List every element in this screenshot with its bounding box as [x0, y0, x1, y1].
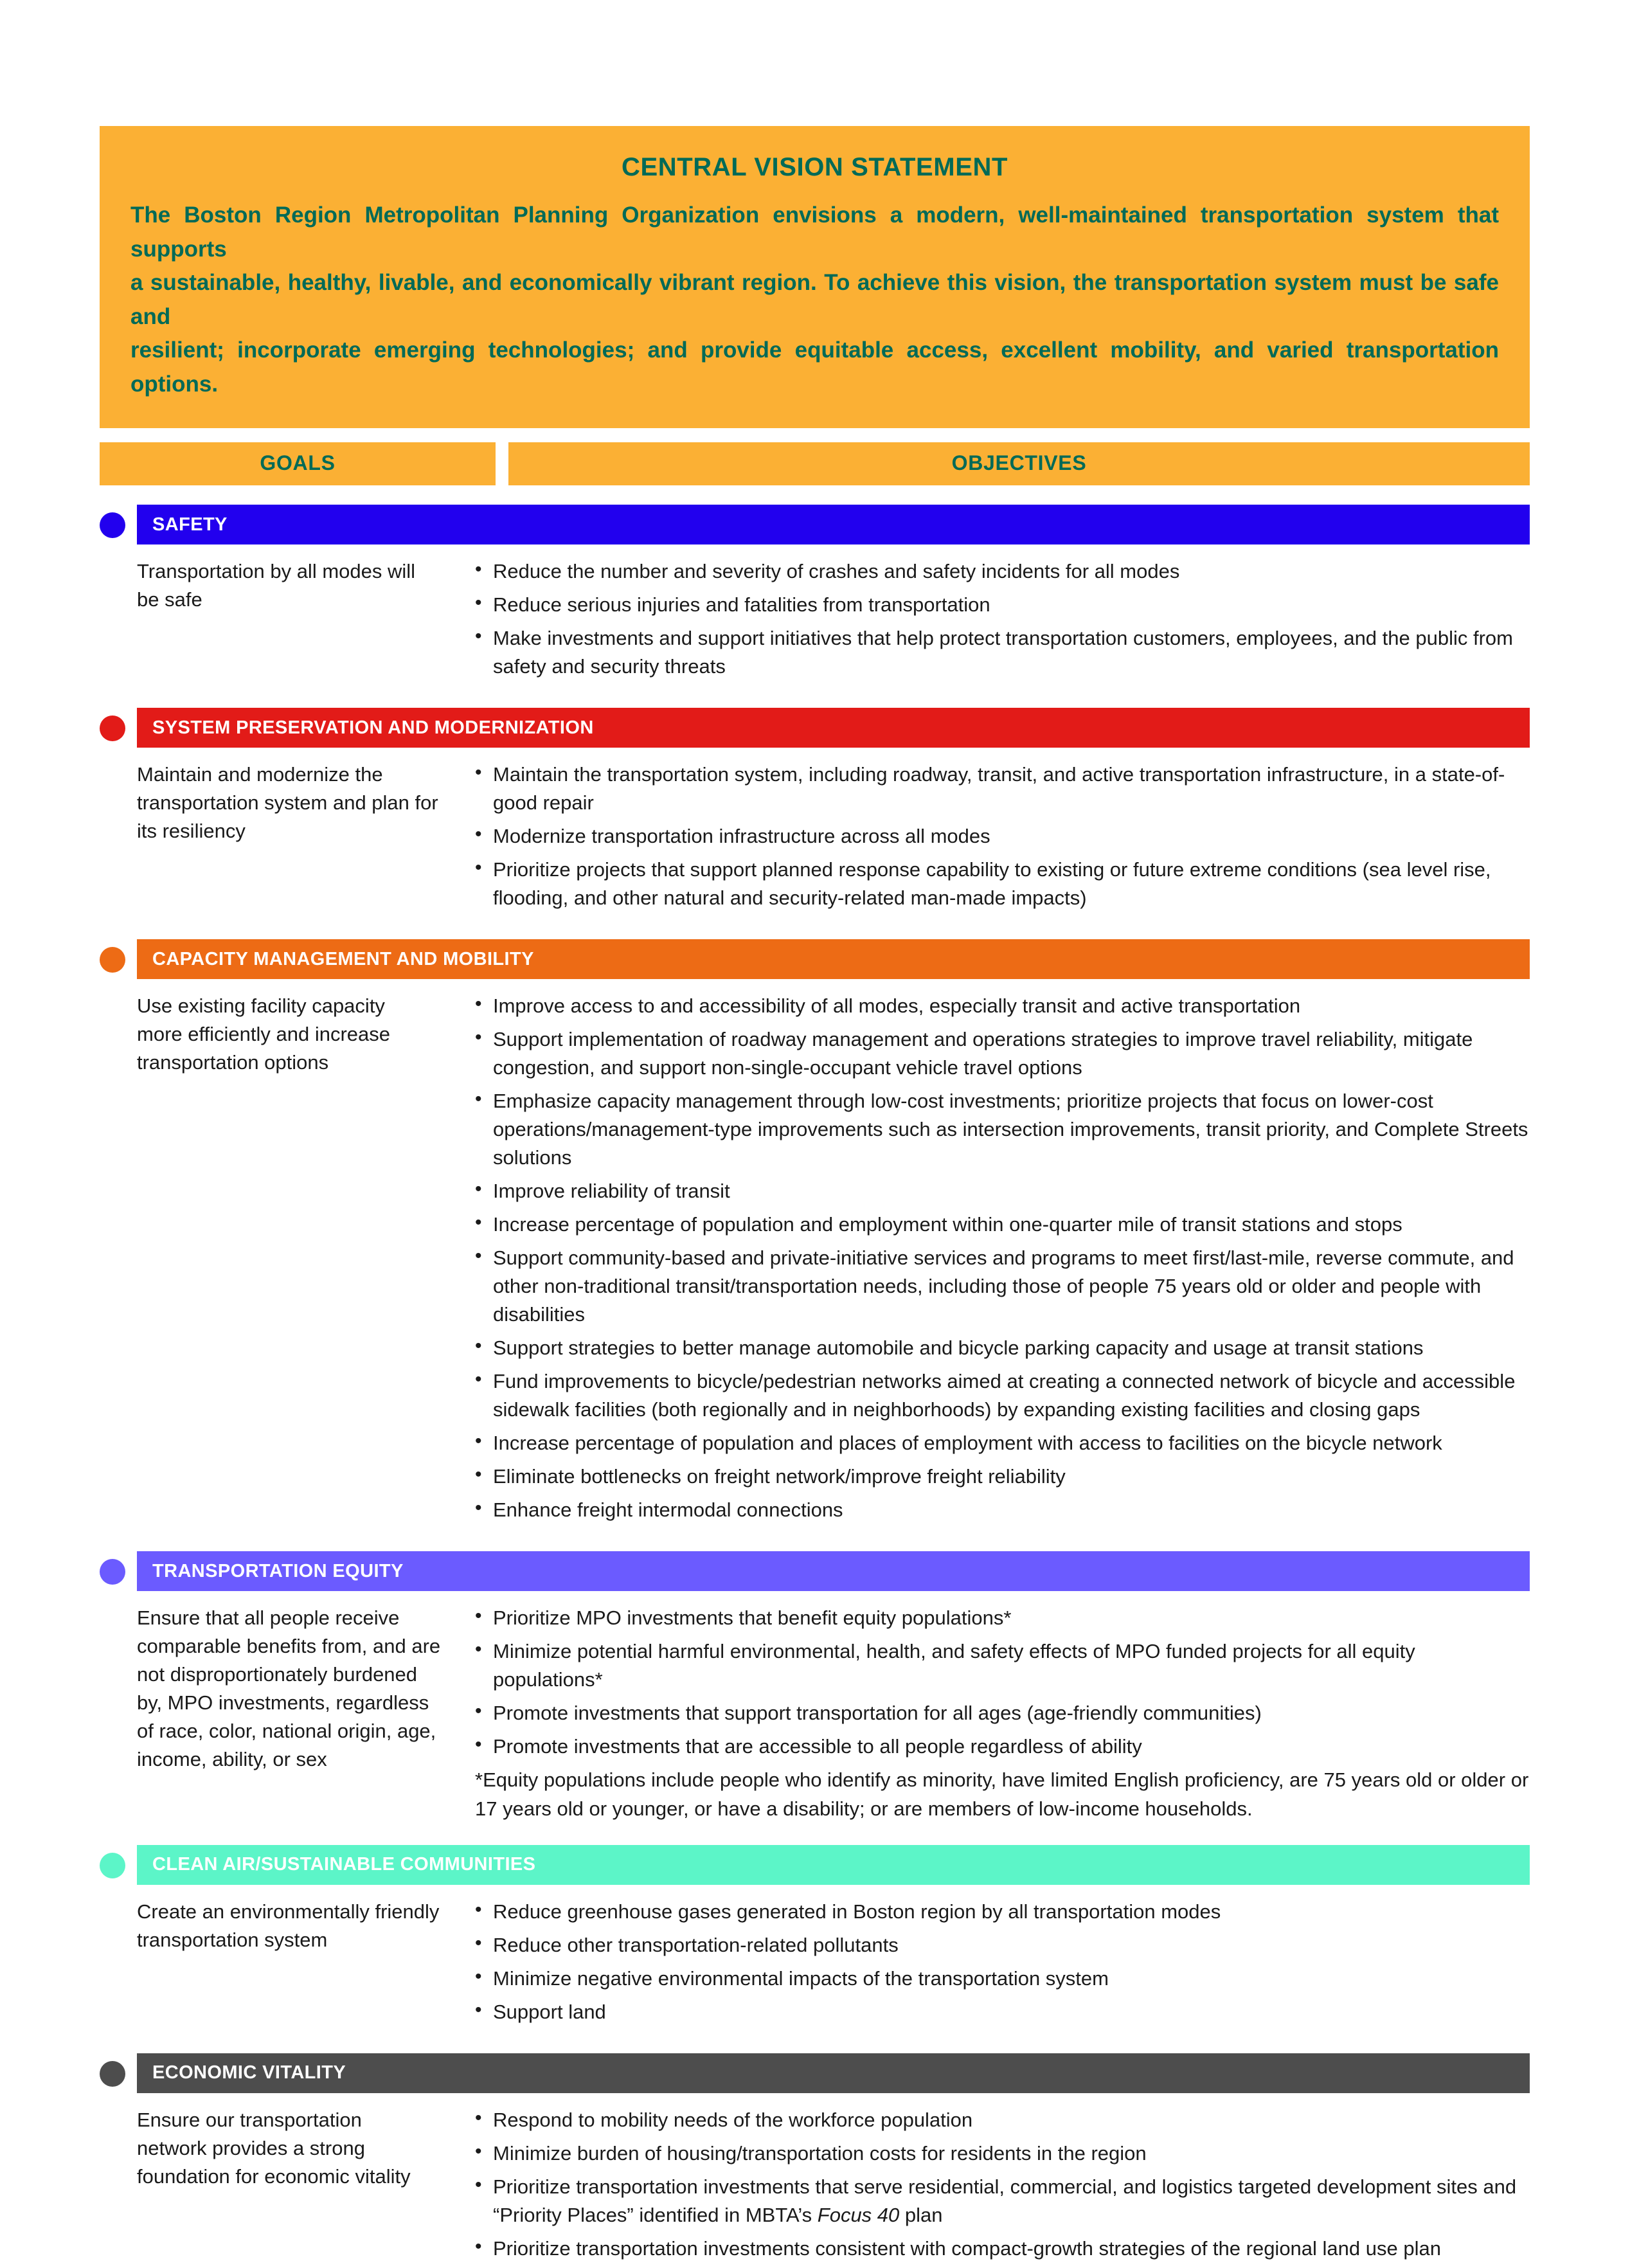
objectives-list-transportation-equity	[472, 1604, 1530, 1823]
objective-item: • Support implementation of roadway management and operations strategies to improve travel reliability, mitigate congestion, and support non-single-occupant vehicle travel options	[472, 1025, 1530, 1082]
goal-description-line: not disproportionately burdened	[137, 1663, 418, 1686]
goal-title-label: CAPACITY MANAGEMENT AND MOBILITY	[152, 948, 534, 969]
goal-description-line: Transportation by all modes will	[137, 560, 416, 582]
column-header-row	[100, 442, 1530, 485]
objectives-list	[472, 1604, 1530, 1761]
goal-header-clean-air	[100, 1845, 1530, 1885]
objective-item: • Prioritize projects that support planned response capability to existing or future extreme conditions (sea level rise, flooding, and other natural and security-related man-made impacts)	[472, 856, 1530, 912]
objectives-list	[472, 557, 1530, 681]
goal-bullet-dot-icon	[100, 716, 125, 741]
goal-title-label: SYSTEM PRESERVATION AND MODERNIZATION	[152, 717, 594, 738]
goal-title-label: CLEAN AIR/SUSTAINABLE COMMUNITIES	[152, 1854, 536, 1875]
objective-item: • Reduce other transportation-related pollutants	[472, 1931, 1530, 1959]
goal-title-label: TRANSPORTATION EQUITY	[152, 1560, 404, 1581]
goal-description-line: Create an environmentally friendly	[137, 1900, 440, 1923]
goal-header-capacity-management	[100, 939, 1530, 979]
objective-item: • Increase percentage of population and employment within one-quarter mile of transit stations and stops	[472, 1210, 1530, 1239]
goal-description-line: of race, color, national origin, age,	[137, 1720, 436, 1743]
goal-body-capacity-management	[100, 992, 1530, 1529]
objective-item: • Support community-based and private-initiative services and programs to meet first/last-mile, reverse commute, and other non-traditional transit/transportation needs, including those of people 75 years old or older and people with disabilities	[472, 1244, 1530, 1329]
goal-header-transportation-equity	[100, 1551, 1530, 1591]
objectives-list	[472, 992, 1530, 1524]
objective-item: • Support land	[472, 1998, 1530, 2026]
goal-description-line: Maintain and modernize the	[137, 763, 383, 786]
objective-item: • Support strategies to better manage automobile and bicycle parking capacity and usage at transit stations	[472, 1334, 1530, 1362]
goal-section-transportation-equity	[100, 1551, 1530, 1823]
goal-body-economic-vitality	[100, 2106, 1530, 2268]
goal-section-capacity-management	[100, 939, 1530, 1529]
objectives-footnote: *Equity populations include people who identify as minority, have limited English proficiency, are 75 years old or older or 17 years old or younger, or have a disability; or are members of low-income households.	[475, 1769, 1529, 1820]
goal-description-line: foundation for economic vitality	[137, 2164, 411, 2188]
objectives-list	[472, 2106, 1530, 2263]
goal-title-label: SAFETY	[152, 514, 228, 535]
column-header-goals: GOALS	[100, 442, 496, 485]
objective-item: • Minimize burden of housing/transportation costs for residents in the region	[472, 2139, 1530, 2168]
objective-item: • Increase percentage of population and places of employment with access to facilities on the bicycle network	[472, 1429, 1530, 1457]
goal-description-line: Ensure our transportation	[137, 2108, 362, 2131]
objective-item: • Promote investments that support transportation for all ages (age-friendly communities)	[472, 1699, 1530, 1727]
goal-description-transportation-equity	[100, 1604, 472, 1823]
goal-title-bar-transportation-equity	[137, 1551, 1530, 1591]
objective-item: • Eliminate bottlenecks on freight network/improve freight reliability	[472, 1462, 1530, 1491]
objective-item: • Improve access to and accessibility of all modes, especially transit and active transportation	[472, 992, 1530, 1020]
objective-item: • Enhance freight intermodal connections	[472, 1496, 1530, 1524]
column-header-spacer	[496, 442, 508, 485]
objective-item: • Reduce serious injuries and fatalities from transportation	[472, 591, 1530, 619]
vision-line: The Boston Region Metropolitan Planning Organization envisions a modern, well-maintained transportation system that supports	[130, 203, 1499, 262]
objective-item: • Reduce the number and severity of crashes and safety incidents for all modes	[472, 557, 1530, 586]
goal-section-economic-vitality	[100, 2053, 1530, 2268]
objectives-list-system-preservation	[472, 760, 1530, 917]
goal-description-line: by, MPO investments, regardless	[137, 1691, 429, 1715]
objective-item: • Minimize negative environmental impacts of the transportation system	[472, 1965, 1530, 1993]
goal-section-safety	[100, 505, 1530, 686]
goal-bullet-dot-icon	[100, 2061, 125, 2087]
goal-description-safety	[100, 557, 472, 686]
objective-item: • Promote investments that are accessible to all people regardless of ability	[472, 1733, 1530, 1761]
objective-item: • Prioritize transportation investments that serve residential, commercial, and logistics targeted development sites and “Priority Places” identified in MBTA’s Focus 40 plan	[472, 2173, 1530, 2229]
objective-item: • Respond to mobility needs of the workforce population	[472, 2106, 1530, 2134]
goal-description-line: comparable benefits from, and are	[137, 1635, 441, 1658]
goal-header-safety	[100, 505, 1530, 544]
goal-description-system-preservation	[100, 760, 472, 917]
goal-description-line: more efficiently and increase	[137, 1023, 391, 1046]
objective-item: • Maintain the transportation system, including roadway, transit, and active transportation infrastructure, in a state-of-good repair	[472, 760, 1530, 817]
objective-item: • Fund improvements to bicycle/pedestrian networks aimed at creating a connected network of bicycle and accessible sidewalk facilities (both regionally and in neighborhoods) by expanding existing facilities and closing gaps	[472, 1367, 1530, 1424]
objective-item: • Minimize potential harmful environmental, health, and safety effects of MPO funded projects for all equity populations*	[472, 1637, 1530, 1694]
goal-description-line: network provides a strong	[137, 2136, 365, 2159]
goal-description-line: Use existing facility capacity	[137, 995, 385, 1018]
goal-body-system-preservation	[100, 760, 1530, 917]
goal-title-bar-clean-air	[137, 1845, 1530, 1885]
objectives-list	[472, 760, 1530, 912]
objective-item: • Modernize transportation infrastructure across all modes	[472, 822, 1530, 851]
page-content	[100, 126, 1530, 2268]
objective-item: • Reduce greenhouse gases generated in Boston region by all transportation modes	[472, 1898, 1530, 1926]
goal-description-capacity-management	[100, 992, 472, 1529]
goal-description-line: transportation system	[137, 1928, 328, 1951]
goal-section-clean-air	[100, 1845, 1530, 2031]
page-title: CENTRAL VISION STATEMENT	[621, 153, 1008, 181]
goal-bullet-dot-icon	[100, 1853, 125, 1878]
objective-item: • Improve reliability of transit	[472, 1177, 1530, 1205]
goal-description-line: be safe	[137, 588, 202, 611]
goal-title-bar-safety	[137, 505, 1530, 544]
goal-sections	[100, 505, 1530, 2268]
objectives-list-economic-vitality	[472, 2106, 1530, 2268]
objective-item: • Prioritize transportation investments consistent with compact-growth strategies of the regional land use plan	[472, 2235, 1530, 2263]
goal-bullet-dot-icon	[100, 1559, 125, 1585]
goal-body-clean-air	[100, 1898, 1530, 2031]
goal-body-transportation-equity	[100, 1604, 1530, 1823]
vision-line: a sustainable, healthy, livable, and economically vibrant region. To achieve this vision, the transportation system must be safe and	[130, 270, 1499, 329]
goal-description-line: Ensure that all people receive	[137, 1607, 400, 1630]
objectives-list-capacity-management	[472, 992, 1530, 1529]
central-vision-banner	[100, 126, 1530, 428]
goal-description-line: transportation system and plan for	[137, 791, 438, 815]
goal-description-line: transportation options	[137, 1051, 329, 1074]
objectives-list-safety	[472, 557, 1530, 686]
goal-header-system-preservation	[100, 708, 1530, 748]
goal-title-label: ECONOMIC VITALITY	[152, 2062, 346, 2084]
goal-header-economic-vitality	[100, 2053, 1530, 2093]
goal-title-bar-system-preservation	[137, 708, 1530, 748]
goal-bullet-dot-icon	[100, 512, 125, 538]
objective-item: • Make investments and support initiatives that help protect transportation customers, employees, and the public from safety and security threats	[472, 624, 1530, 681]
column-header-objectives: OBJECTIVES	[508, 442, 1530, 485]
objectives-list-clean-air	[472, 1898, 1530, 2031]
objective-item: • Emphasize capacity management through low-cost investments; prioritize projects that focus on lower-cost operations/management-type improvements such as intersection improvements, transit priority, and Complete Streets solutions	[472, 1087, 1530, 1172]
goal-title-bar-capacity-management	[137, 939, 1530, 979]
goal-section-system-preservation	[100, 708, 1530, 917]
goal-description-line: income, ability, or sex	[137, 1748, 327, 1771]
goal-description-line: its resiliency	[137, 820, 246, 843]
goal-description-economic-vitality	[100, 2106, 472, 2268]
objective-item: • Prioritize MPO investments that benefit equity populations*	[472, 1604, 1530, 1632]
goal-bullet-dot-icon	[100, 947, 125, 973]
goal-title-bar-economic-vitality	[137, 2053, 1530, 2093]
goal-body-safety	[100, 557, 1530, 686]
vision-statement-text	[125, 199, 1504, 404]
vision-line: resilient; incorporate emerging technologies; and provide equitable access, excellent mobility, and varied transportation options.	[130, 338, 1499, 397]
objectives-list	[472, 1898, 1530, 2026]
goal-description-clean-air	[100, 1898, 472, 2031]
